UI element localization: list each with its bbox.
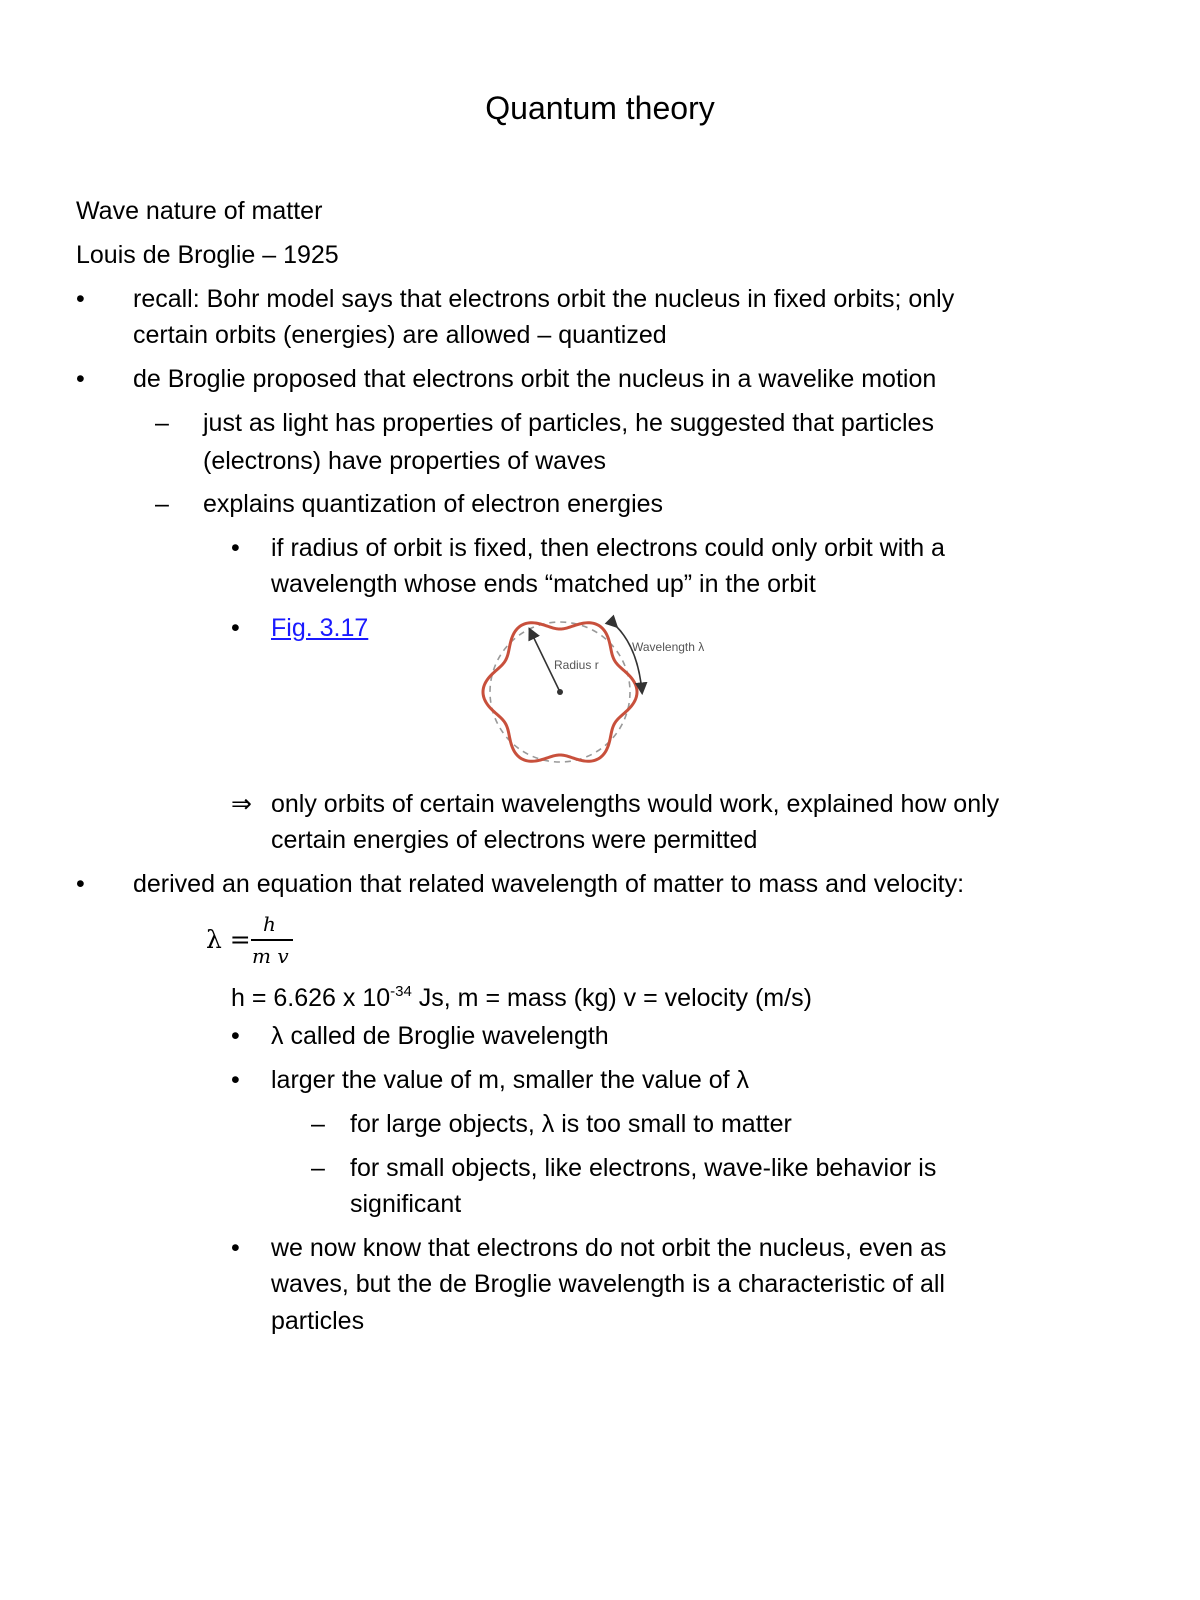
bullet-icon: • bbox=[76, 365, 85, 393]
sub-bullet-text: larger the value of m, smaller the value of λ bbox=[271, 1066, 750, 1094]
page-title: Quantum theory bbox=[485, 90, 715, 126]
dash-icon: – bbox=[311, 1110, 325, 1138]
dash-icon: – bbox=[155, 409, 169, 437]
section-heading: Wave nature of matter bbox=[76, 197, 323, 225]
sub-sub-bullet-text: significant bbox=[350, 1190, 462, 1218]
sub-sub-bullet-text: if radius of orbit is fixed, then electrons could only orbit with a bbox=[271, 534, 945, 562]
fraction-bar bbox=[251, 939, 293, 941]
bullet-icon: • bbox=[76, 870, 85, 898]
bullet-icon: • bbox=[231, 1022, 240, 1050]
constants-line bbox=[231, 974, 812, 1016]
wavelength-label: Wavelength λ bbox=[632, 640, 705, 654]
constants-post: Js, m = mass (kg) v = velocity (m/s) bbox=[411, 984, 812, 1012]
sub-bullet-text: λ called de Broglie wavelength bbox=[271, 1022, 609, 1050]
subheading: Louis de Broglie – 1925 bbox=[76, 241, 339, 269]
sub-bullet-text: particles bbox=[271, 1307, 365, 1335]
dash-icon: – bbox=[155, 490, 169, 518]
bullet-text: de Broglie proposed that electrons orbit the nucleus in a wavelike motion bbox=[133, 365, 937, 393]
sub-sub-bullet-text: wavelength whose ends “matched up” in the orbit bbox=[271, 570, 816, 598]
dash-icon: – bbox=[311, 1154, 325, 1182]
implies-text: certain energies of electrons were permitted bbox=[271, 826, 758, 854]
bullet-icon: • bbox=[231, 1234, 240, 1262]
constants-exponent: -34 bbox=[390, 983, 412, 1000]
bullet-icon: • bbox=[231, 534, 240, 562]
bullet-text: derived an equation that related wavelength of matter to mass and velocity: bbox=[133, 870, 965, 898]
standing-wave-orbit-figure bbox=[470, 610, 730, 775]
equation-numerator: h bbox=[263, 912, 276, 936]
figure-link[interactable]: Fig. 3.17 bbox=[271, 614, 369, 642]
sub-bullet-text: we now know that electrons do not orbit the nucleus, even as bbox=[271, 1234, 947, 1262]
equation-lambda: λ = bbox=[206, 925, 251, 954]
radius-label: Radius r bbox=[554, 658, 599, 672]
sub-bullet-text: waves, but the de Broglie wavelength is a characteristic of all bbox=[271, 1270, 945, 1298]
bullet-icon: • bbox=[231, 614, 240, 642]
sub-bullet-text: (electrons) have properties of waves bbox=[203, 447, 606, 475]
bullet-icon: • bbox=[76, 285, 85, 313]
nucleus bbox=[557, 689, 563, 695]
equation-denominator: m v bbox=[252, 944, 289, 968]
sub-bullet-text: just as light has properties of particles, he suggested that particles bbox=[203, 409, 934, 437]
bullet-text: recall: Bohr model says that electrons orbit the nucleus in fixed orbits; only bbox=[133, 285, 955, 313]
sub-bullet-text: explains quantization of electron energies bbox=[203, 490, 664, 518]
constants-pre: h = 6.626 x 10 bbox=[231, 984, 391, 1012]
bullet-icon: • bbox=[231, 1066, 240, 1094]
implies-text: only orbits of certain wavelengths would work, explained how only bbox=[271, 790, 1000, 818]
sub-sub-bullet-text: for large objects, λ is too small to matter bbox=[350, 1110, 792, 1138]
implies-icon: ⇒ bbox=[231, 790, 252, 818]
sub-sub-bullet-text: for small objects, like electrons, wave-like behavior is bbox=[350, 1154, 937, 1182]
bullet-text: certain orbits (energies) are allowed – quantized bbox=[133, 321, 667, 349]
